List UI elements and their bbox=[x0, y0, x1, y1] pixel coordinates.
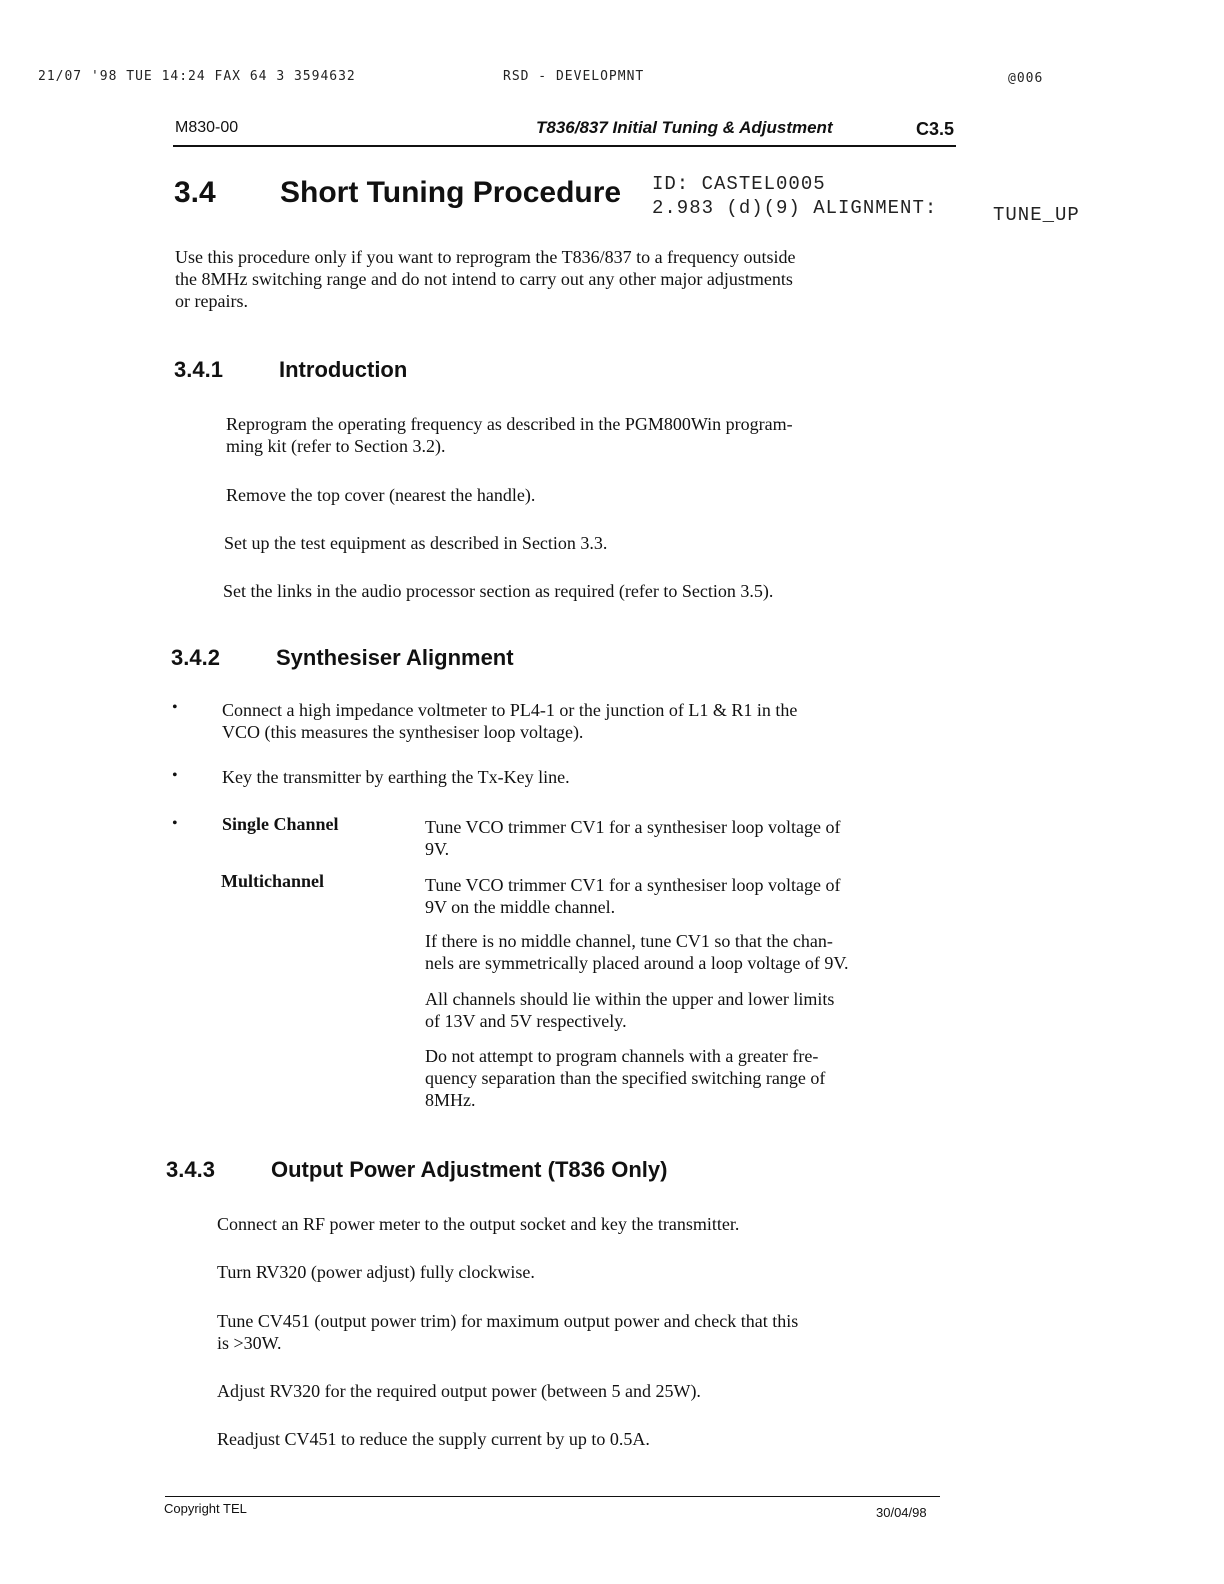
bullet-3: • bbox=[172, 815, 178, 832]
intro-p1-line-2: ming kit (refer to Section 3.2). bbox=[226, 436, 446, 456]
multi-p4-line-2: quency separation than the specified switching range of bbox=[425, 1068, 826, 1088]
id-line-1: ID: CASTEL0005 bbox=[652, 173, 826, 195]
footer-copyright: Copyright TEL bbox=[164, 1501, 247, 1516]
multichannel-para-4 bbox=[425, 1045, 965, 1111]
power-step-3 bbox=[217, 1310, 967, 1354]
multi-p3-line-1: All channels should lie within the upper and lower limits bbox=[425, 989, 835, 1009]
power-step-5: Readjust CV451 to reduce the supply current by up to 0.5A. bbox=[217, 1429, 650, 1449]
id-line-2-value: TUNE_UP bbox=[993, 204, 1080, 226]
fax-department: RSD - DEVELOPMNT bbox=[503, 69, 645, 84]
footer-rule bbox=[165, 1496, 940, 1497]
bullet-2: • bbox=[172, 767, 178, 784]
fax-page-prefix: @ bbox=[1008, 71, 1017, 86]
subsection-number-2: 3.4.2 bbox=[171, 645, 220, 670]
bullet-1: • bbox=[172, 699, 178, 716]
multi-p2-line-1: If there is no middle channel, tune CV1 so that the chan- bbox=[425, 931, 833, 951]
section-number: 3.4 bbox=[174, 176, 216, 209]
intro-paragraph-1 bbox=[226, 413, 966, 457]
fax-page-number bbox=[1008, 71, 1043, 86]
multi-p4-line-3: 8MHz. bbox=[425, 1090, 476, 1110]
bullet-1-line-1: Connect a high impedance voltmeter to PL4-1 or the junction of L1 & R1 in the bbox=[222, 700, 798, 720]
id-line-2: 2.983 (d)(9) ALIGNMENT: bbox=[652, 197, 938, 219]
single-channel-label: Single Channel bbox=[222, 814, 339, 834]
running-header-page: C3.5 bbox=[916, 119, 955, 139]
power-step-4: Adjust RV320 for the required output power (between 5 and 25W). bbox=[217, 1381, 701, 1401]
single-line-1: Tune VCO trimmer CV1 for a synthesiser loop voltage of bbox=[425, 817, 841, 837]
header-rule bbox=[173, 145, 956, 147]
intro-line-2: the 8MHz switching range and do not intend to carry out any other major adjustments bbox=[175, 269, 793, 289]
subsection-title-3: Output Power Adjustment (T836 Only) bbox=[271, 1157, 668, 1182]
intro-p1-line-1: Reprogram the operating frequency as described in the PGM800Win program- bbox=[226, 414, 793, 434]
power-step-3-line-2: is >30W. bbox=[217, 1333, 282, 1353]
multichannel-label: Multichannel bbox=[221, 871, 325, 891]
multi-p2-line-2: nels are symmetrically placed around a loop voltage of 9V. bbox=[425, 953, 849, 973]
single-channel-text bbox=[425, 816, 965, 860]
intro-paragraph-3: Set up the test equipment as described in Section 3.3. bbox=[224, 533, 608, 553]
single-line-2: 9V. bbox=[425, 839, 450, 859]
power-step-1: Connect an RF power meter to the output socket and key the transmitter. bbox=[217, 1214, 740, 1234]
section-intro bbox=[175, 246, 965, 312]
power-step-2: Turn RV320 (power adjust) fully clockwise. bbox=[217, 1262, 535, 1282]
multichannel-para-2 bbox=[425, 930, 965, 974]
power-step-3-line-1: Tune CV451 (output power trim) for maximum output power and check that this bbox=[217, 1311, 799, 1331]
bullet-1-text bbox=[222, 699, 962, 743]
multichannel-para-3 bbox=[425, 988, 965, 1032]
intro-line-1: Use this procedure only if you want to reprogram the T836/837 to a frequency outside bbox=[175, 247, 796, 267]
intro-paragraph-2: Remove the top cover (nearest the handle). bbox=[226, 485, 536, 505]
fax-page-value: 006 bbox=[1016, 71, 1044, 86]
multi-p3-line-2: of 13V and 5V respectively. bbox=[425, 1011, 627, 1031]
subsection-title-1: Introduction bbox=[279, 357, 408, 382]
subsection-title-2: Synthesiser Alignment bbox=[276, 645, 514, 670]
multi-p4-line-1: Do not attempt to program channels with a greater fre- bbox=[425, 1046, 819, 1066]
intro-paragraph-4: Set the links in the audio processor section as required (refer to Section 3.5). bbox=[223, 581, 774, 601]
subsection-number-1: 3.4.1 bbox=[174, 357, 223, 382]
running-header-title: T836/837 Initial Tuning & Adjustment bbox=[536, 118, 833, 137]
subsection-number-3: 3.4.3 bbox=[166, 1157, 215, 1182]
multichannel-para-1 bbox=[425, 874, 965, 918]
fax-timestamp: 21/07 '98 TUE 14:24 FAX 64 3 3594632 bbox=[38, 69, 356, 84]
bullet-2-text: Key the transmitter by earthing the Tx-Key line. bbox=[222, 767, 570, 787]
document-code: M830-00 bbox=[175, 119, 239, 136]
multi-p1-line-1: Tune VCO trimmer CV1 for a synthesiser loop voltage of bbox=[425, 875, 841, 895]
section-title: Short Tuning Procedure bbox=[280, 176, 622, 209]
bullet-1-line-2: VCO (this measures the synthesiser loop voltage). bbox=[222, 722, 584, 742]
multi-p1-line-2: 9V on the middle channel. bbox=[425, 897, 616, 917]
footer-date: 30/04/98 bbox=[876, 1505, 927, 1520]
intro-line-3: or repairs. bbox=[175, 291, 248, 311]
